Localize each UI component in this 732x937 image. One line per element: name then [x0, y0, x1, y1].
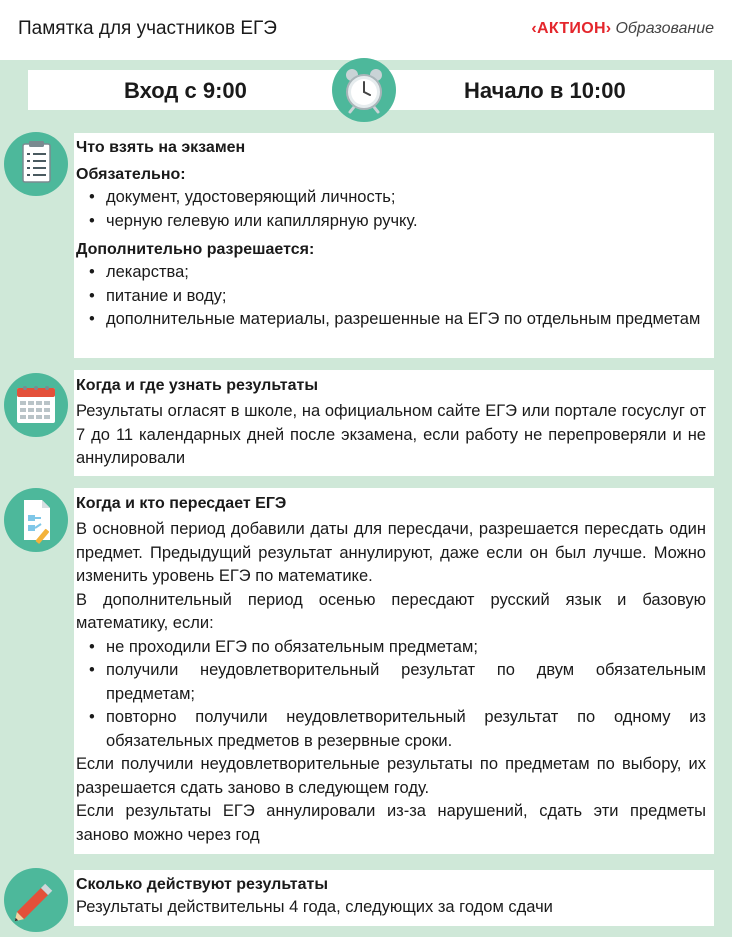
section-title: Сколько действуют результаты — [76, 876, 328, 893]
section-validity — [74, 870, 714, 926]
calendar-icon — [4, 373, 68, 437]
section-title: Когда и кто пересдает ЕГЭ — [76, 495, 287, 512]
optional-list — [76, 261, 706, 332]
page-title: Памятка для участников ЕГЭ — [18, 18, 277, 39]
document-edit-icon — [4, 488, 68, 552]
section-what-to-bring — [74, 133, 714, 358]
list-item: • не проходили ЕГЭ по обязательным предметам; — [76, 636, 706, 660]
optional-label: Дополнительно разрешается: — [76, 241, 315, 258]
section-text: Результаты огласят в школе, на официальном сайте ЕГЭ или портале госуслуг от 7 до 11 календарных дней после экзамена, если работу не перепроверяли и не аннулировали — [76, 402, 706, 467]
checklist-icon — [4, 132, 68, 196]
list-item: • повторно получили неудовлетворительный результат по одному из обязательных предметов в резервные сроки. — [76, 706, 706, 753]
section-text: Результаты действительны 4 года, следующих за годом сдачи — [76, 898, 553, 916]
required-label: Обязательно: — [76, 166, 186, 183]
list-item: • получили неудовлетворительный результат по двум обязательным предметам; — [76, 659, 706, 706]
section-paragraph: В дополнительный период осенью пересдают русский язык и базовую математику, если: — [76, 590, 706, 632]
section-title: Что взять на экзамен — [76, 139, 246, 156]
section-paragraph: Если результаты ЕГЭ аннулировали из-за нарушений, сдать эти предметы заново можно через год — [76, 802, 706, 844]
required-list — [76, 186, 706, 233]
section-paragraph: В основной период добавили даты для пересдачи, разрешается пересдать один предмет. Предыдущий результат аннулируют, даже если он был лучше. Можно изменить уровень ЕГЭ по математике. — [76, 520, 706, 585]
entry-time: Вход с 9:00 — [124, 78, 247, 103]
retake-conditions-list — [76, 636, 706, 754]
list-item: • лекарства; — [76, 261, 706, 285]
brand-logo — [531, 20, 714, 38]
list-item: • черную гелевую или капиллярную ручку. — [76, 210, 706, 234]
pencil-icon — [4, 868, 68, 932]
brand-main: ‹АКТИОН› — [531, 20, 612, 37]
alarm-clock-icon — [332, 58, 396, 122]
brand-sub: Образование — [615, 20, 714, 37]
start-time: Начало в 10:00 — [464, 78, 626, 103]
section-results-where — [74, 370, 714, 476]
section-title: Когда и где узнать результаты — [76, 377, 318, 394]
list-item: • дополнительные материалы, разрешенные на ЕГЭ по отдельным предметам — [76, 308, 706, 332]
list-item: • документ, удостоверяющий личность; — [76, 186, 706, 210]
list-item: • питание и воду; — [76, 285, 706, 309]
page-header — [0, 0, 732, 60]
section-retake — [74, 488, 714, 854]
section-paragraph: Если получили неудовлетворительные результаты по предметам по выбору, их разрешается сдать заново в следующем году. — [76, 755, 706, 797]
